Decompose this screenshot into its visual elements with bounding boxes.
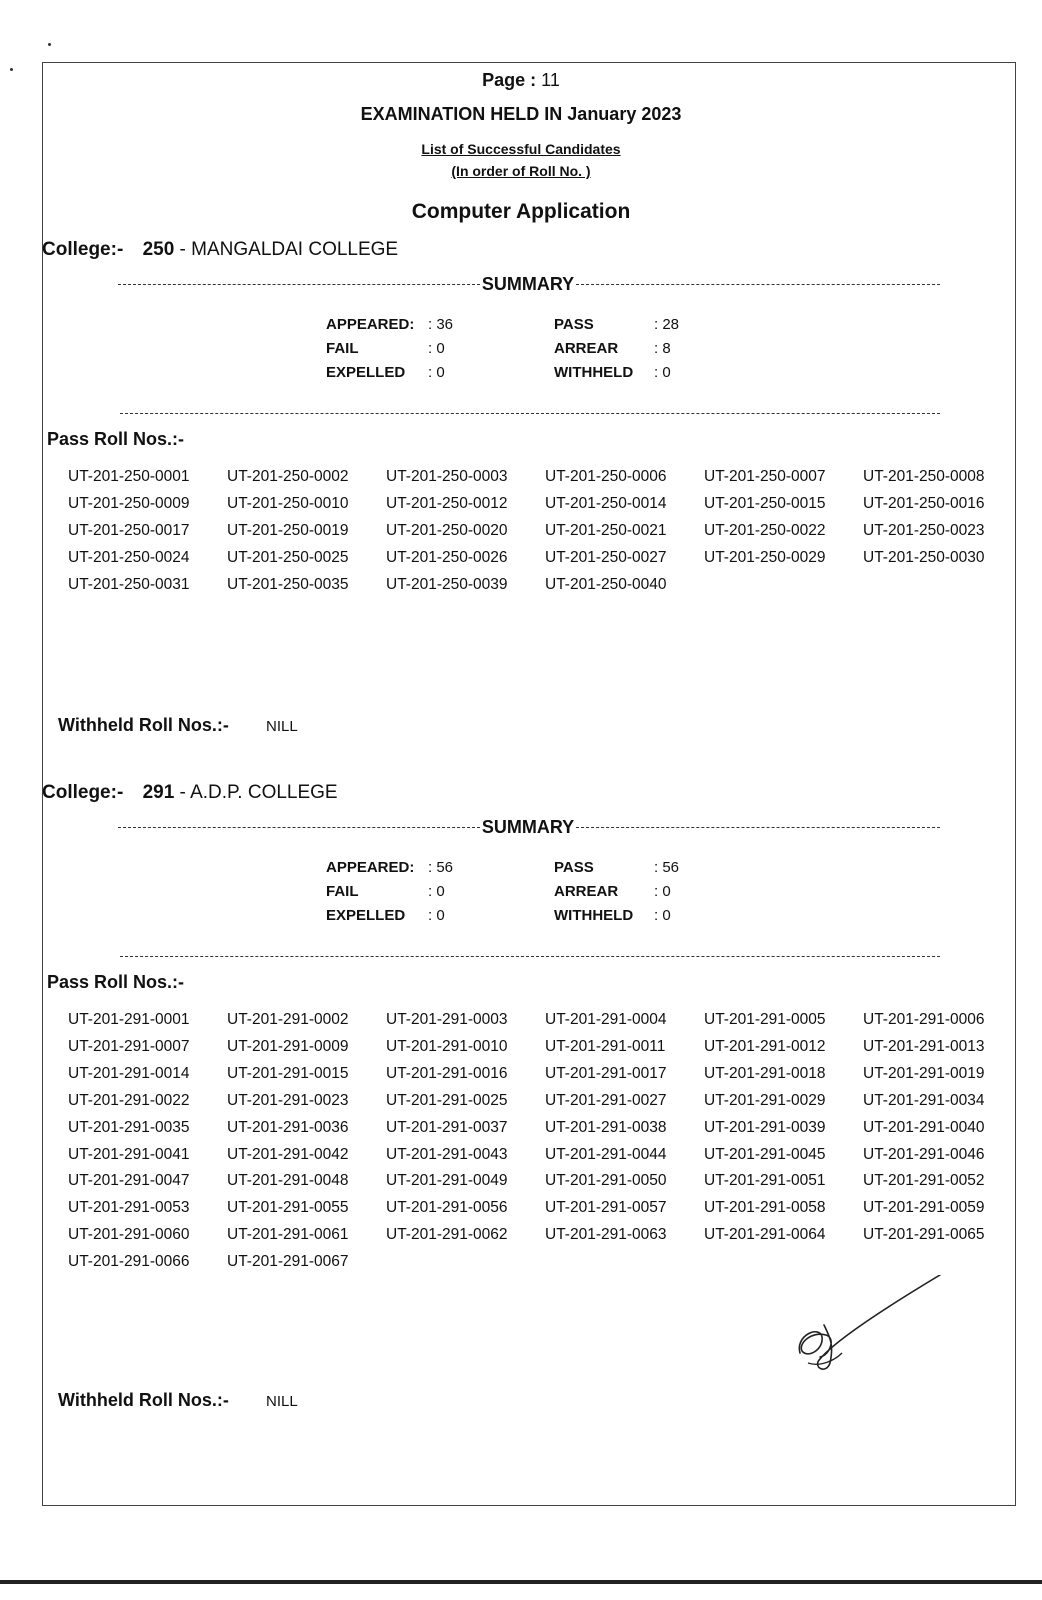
pass-roll-number: UT-201-291-0051 — [704, 1172, 826, 1190]
pass-roll-number: UT-201-291-0025 — [386, 1091, 508, 1109]
college-label: College:- — [42, 239, 124, 260]
pass-roll-number: UT-201-291-0067 — [227, 1253, 349, 1271]
pass-label: PASS — [554, 859, 594, 876]
withheld-summary-value: : 0 — [654, 907, 671, 924]
pass-roll-number: UT-201-250-0014 — [545, 495, 667, 512]
withheld-roll-value: NILL — [266, 1393, 298, 1410]
withheld-summary-label: WITHHELD — [554, 364, 634, 381]
pass-roll-number: UT-201-291-0064 — [704, 1226, 826, 1244]
summary-divider — [118, 817, 940, 837]
withheld-summary-value: : 0 — [654, 364, 671, 381]
college-code: 291 — [142, 782, 175, 803]
summary-end-divider — [120, 956, 940, 957]
pass-roll-number: UT-201-250-0022 — [704, 522, 826, 539]
pass-roll-number: UT-201-291-0034 — [863, 1091, 985, 1109]
pass-roll-number: UT-201-250-0017 — [68, 522, 190, 539]
list-order: (In order of Roll No. ) — [451, 163, 591, 179]
withheld-summary-label: WITHHELD — [554, 907, 634, 924]
college-name: A.D.P. COLLEGE — [190, 782, 338, 803]
expelled-value: : 0 — [428, 907, 445, 924]
pass-roll-number: UT-201-291-0010 — [386, 1037, 508, 1055]
pass-roll-number: UT-201-250-0016 — [863, 495, 985, 512]
pass-roll-number: UT-201-291-0040 — [863, 1118, 985, 1136]
arrear-label: ARREAR — [554, 340, 619, 357]
pass-roll-number: UT-201-291-0050 — [545, 1172, 667, 1190]
expelled-value: : 0 — [428, 364, 445, 381]
pass-roll-number: UT-201-250-0040 — [545, 576, 667, 593]
pass-roll-number: UT-201-291-0049 — [386, 1172, 508, 1190]
appeared-value: : 36 — [428, 316, 454, 333]
pass-roll-number: UT-201-291-0048 — [227, 1172, 349, 1190]
pass-roll-number: UT-201-291-0007 — [68, 1037, 190, 1055]
pass-roll-label: Pass Roll Nos.:- — [47, 429, 185, 449]
fail-value: : 0 — [428, 340, 445, 357]
pass-roll-number: UT-201-291-0059 — [863, 1199, 985, 1217]
summary-title: SUMMARY — [481, 817, 575, 837]
pass-roll-number: UT-201-291-0012 — [704, 1037, 826, 1055]
pass-roll-number: UT-201-250-0020 — [386, 522, 508, 539]
pass-roll-number: UT-201-250-0010 — [227, 495, 349, 512]
pass-roll-number: UT-201-250-0023 — [863, 522, 985, 539]
pass-roll-number: UT-201-291-0053 — [68, 1199, 190, 1217]
college-heading — [42, 782, 338, 804]
pass-roll-number: UT-201-250-0027 — [545, 549, 667, 566]
scan-speck — [48, 43, 51, 46]
pass-roll-number: UT-201-250-0039 — [386, 576, 508, 593]
pass-roll-number: UT-201-291-0061 — [227, 1226, 349, 1244]
fail-label: FAIL — [326, 883, 359, 900]
pass-roll-number: UT-201-291-0002 — [227, 1011, 349, 1028]
arrear-value: : 0 — [654, 883, 671, 900]
pass-roll-number: UT-201-291-0047 — [68, 1172, 190, 1190]
college-heading — [42, 239, 398, 261]
appeared-label: APPEARED: — [326, 316, 415, 333]
pass-roll-number: UT-201-291-0019 — [863, 1064, 985, 1082]
college-label: College:- — [42, 782, 124, 803]
pass-value: : 28 — [654, 316, 680, 333]
summary-end-divider — [120, 413, 940, 414]
pass-roll-number: UT-201-291-0056 — [386, 1199, 508, 1217]
pass-roll-number: UT-201-291-0066 — [68, 1253, 190, 1271]
pass-roll-number: UT-201-291-0022 — [68, 1091, 190, 1109]
pass-roll-number: UT-201-250-0001 — [68, 468, 190, 485]
pass-roll-number: UT-201-291-0055 — [227, 1199, 349, 1217]
pass-roll-number: UT-201-291-0003 — [386, 1011, 508, 1028]
pass-roll-label: Pass Roll Nos.:- — [47, 972, 185, 992]
pass-roll-number: UT-201-291-0063 — [545, 1226, 667, 1244]
pass-roll-number: UT-201-291-0052 — [863, 1172, 985, 1190]
arrear-label: ARREAR — [554, 883, 619, 900]
pass-roll-number: UT-201-291-0015 — [227, 1064, 349, 1082]
pass-roll-number: UT-201-291-0027 — [545, 1091, 667, 1109]
pass-roll-number: UT-201-291-0043 — [386, 1145, 508, 1163]
pass-roll-number: UT-201-250-0030 — [863, 549, 985, 566]
pass-roll-number: UT-201-291-0018 — [704, 1064, 826, 1082]
page-number-line — [0, 70, 1042, 91]
withheld-roll-label: Withheld Roll Nos.:- — [58, 715, 229, 735]
expelled-label: EXPELLED — [326, 907, 406, 924]
pass-roll-number: UT-201-250-0012 — [386, 495, 508, 512]
pass-roll-number: UT-201-291-0029 — [704, 1091, 826, 1109]
expelled-label: EXPELLED — [326, 364, 406, 381]
subject-title: Computer Application — [411, 200, 631, 223]
college-name-dash: - — [179, 239, 192, 260]
pass-roll-number: UT-201-250-0031 — [68, 576, 190, 593]
pass-roll-number: UT-201-291-0005 — [704, 1011, 826, 1028]
pass-roll-number: UT-201-250-0003 — [386, 468, 508, 485]
pass-roll-number: UT-201-291-0006 — [863, 1011, 985, 1028]
pass-roll-number: UT-201-291-0001 — [68, 1011, 190, 1028]
page-number: 11 — [541, 70, 560, 90]
pass-roll-number: UT-201-291-0017 — [545, 1064, 667, 1082]
fail-label: FAIL — [326, 340, 359, 357]
signature — [790, 1275, 950, 1385]
pass-roll-number: UT-201-291-0046 — [863, 1145, 985, 1163]
pass-label: PASS — [554, 316, 594, 333]
summary-title: SUMMARY — [481, 274, 575, 294]
pass-roll-number: UT-201-291-0062 — [386, 1226, 508, 1244]
pass-roll-number: UT-201-291-0045 — [704, 1145, 826, 1163]
pass-value: : 56 — [654, 859, 680, 876]
pass-roll-number: UT-201-291-0057 — [545, 1199, 667, 1217]
arrear-value: : 8 — [654, 340, 671, 357]
pass-roll-number: UT-201-250-0019 — [227, 522, 349, 539]
pass-roll-number: UT-201-291-0041 — [68, 1145, 190, 1163]
pass-roll-number: UT-201-250-0007 — [704, 468, 826, 485]
pass-roll-number: UT-201-250-0015 — [704, 495, 826, 512]
fail-value: : 0 — [428, 883, 445, 900]
pass-roll-number: UT-201-291-0011 — [545, 1037, 666, 1055]
pass-roll-number: UT-201-291-0004 — [545, 1011, 667, 1028]
pass-roll-number: UT-201-291-0038 — [545, 1118, 667, 1136]
pass-roll-number: UT-201-291-0044 — [545, 1145, 667, 1163]
pass-roll-number: UT-201-291-0023 — [227, 1091, 349, 1109]
pass-roll-number: UT-201-291-0042 — [227, 1145, 349, 1163]
summary-divider — [118, 274, 940, 294]
exam-title: EXAMINATION HELD IN January 2023 — [360, 104, 682, 124]
withheld-roll-value: NILL — [266, 718, 298, 735]
pass-roll-number: UT-201-291-0016 — [386, 1064, 508, 1082]
pass-roll-number: UT-201-291-0036 — [227, 1118, 349, 1136]
appeared-value: : 56 — [428, 859, 454, 876]
pass-roll-number: UT-201-250-0029 — [704, 549, 826, 566]
list-title: List of Successful Candidates — [421, 141, 621, 157]
pass-roll-number: UT-201-291-0037 — [386, 1118, 508, 1136]
pass-roll-number: UT-201-250-0008 — [863, 468, 985, 485]
pass-roll-number: UT-201-291-0060 — [68, 1226, 190, 1244]
pass-roll-number: UT-201-250-0009 — [68, 495, 190, 512]
pass-roll-number: UT-201-291-0039 — [704, 1118, 826, 1136]
pass-roll-number: UT-201-291-0009 — [227, 1037, 349, 1055]
pass-roll-number: UT-201-291-0065 — [863, 1226, 985, 1244]
pass-roll-number: UT-201-291-0014 — [68, 1064, 190, 1082]
pass-roll-number: UT-201-250-0024 — [68, 549, 190, 566]
college-name: MANGALDAI COLLEGE — [191, 239, 399, 260]
bottom-edge — [0, 1580, 1042, 1584]
pass-roll-number: UT-201-250-0006 — [545, 468, 667, 485]
page-label: Page : — [482, 70, 537, 90]
college-code: 250 — [142, 239, 175, 260]
pass-roll-number: UT-201-250-0035 — [227, 576, 349, 593]
pass-roll-number: UT-201-291-0035 — [68, 1118, 190, 1136]
pass-roll-number: UT-201-291-0058 — [704, 1199, 826, 1217]
pass-roll-number: UT-201-250-0026 — [386, 549, 508, 566]
pass-roll-number: UT-201-250-0002 — [227, 468, 349, 485]
withheld-roll-label: Withheld Roll Nos.:- — [58, 1390, 229, 1410]
college-name-dash: - — [179, 782, 191, 803]
appeared-label: APPEARED: — [326, 859, 415, 876]
pass-roll-number: UT-201-250-0021 — [545, 522, 667, 539]
pass-roll-number: UT-201-250-0025 — [227, 549, 349, 566]
pass-roll-number: UT-201-291-0013 — [863, 1037, 985, 1055]
